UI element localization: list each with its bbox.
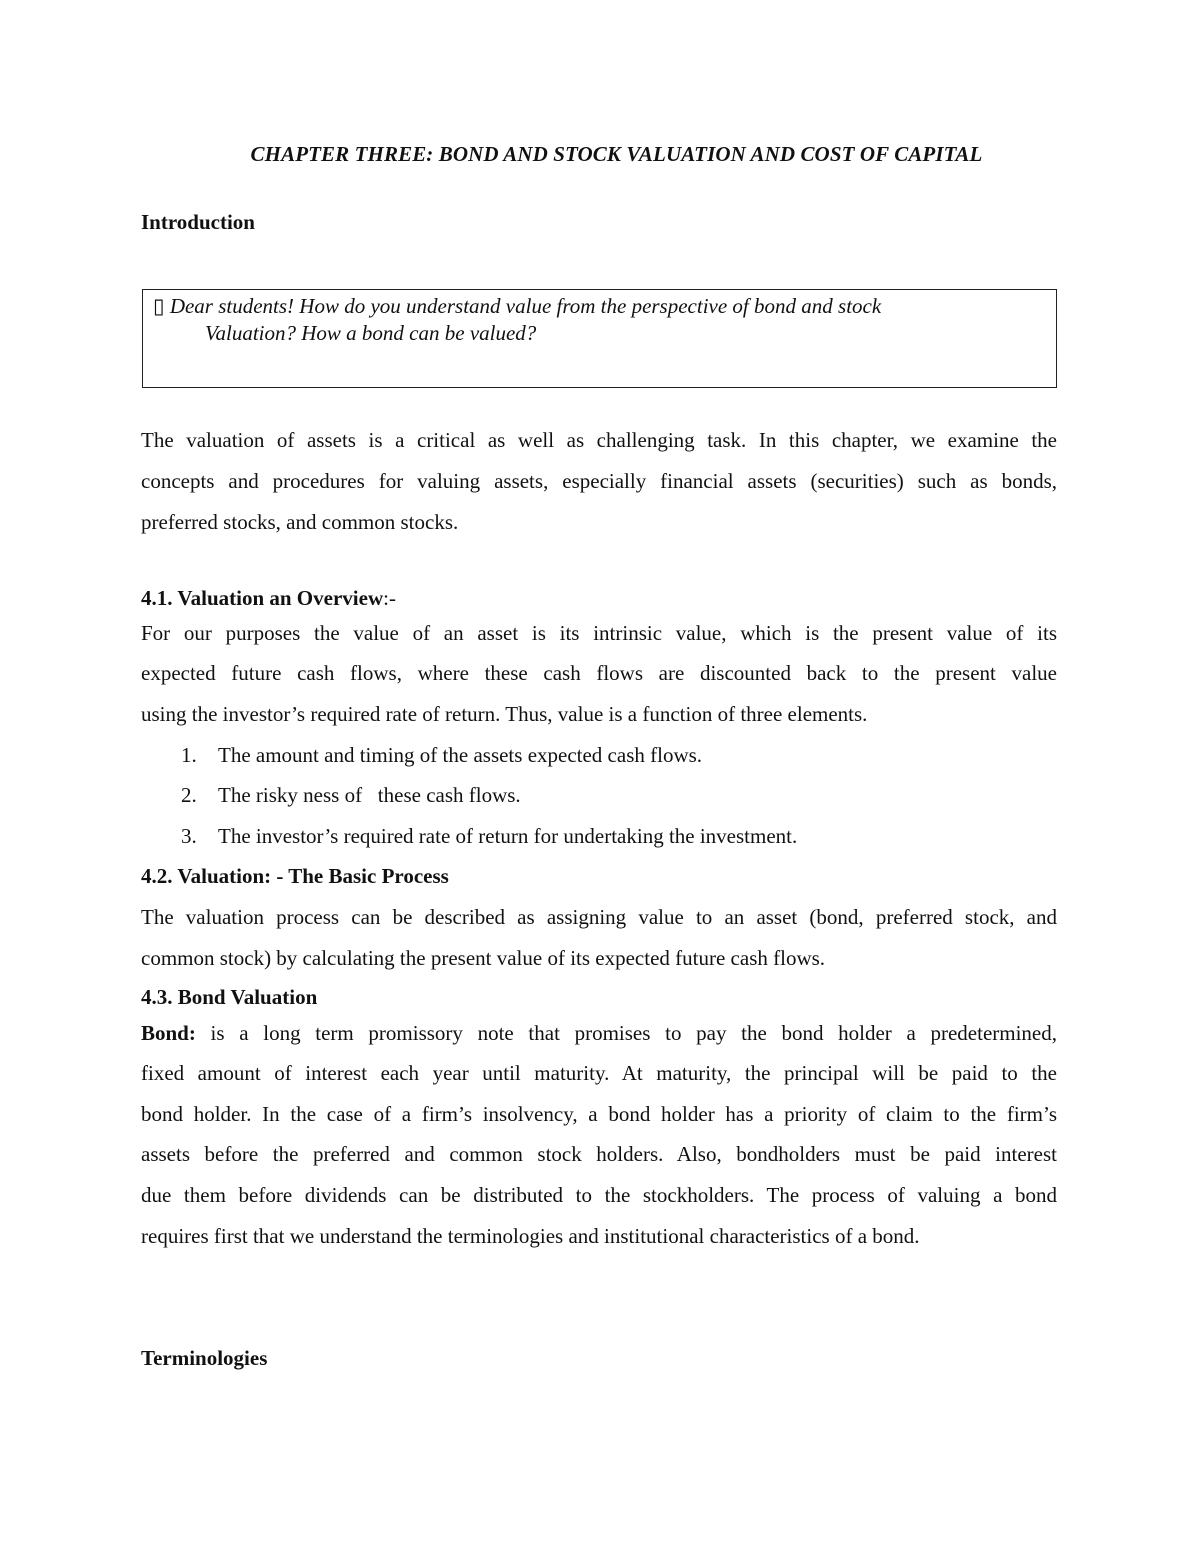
list-item: The amount and timing of the assets expected cash flows. <box>218 743 703 767</box>
section-4-2-paragraph-line: The valuation process can be described as assigning value to an asset (bond, preferred stock, and <box>141 905 1057 929</box>
section-4-1-paragraph-line: For our purposes the value of an asset is its intrinsic value, which is the present value of its <box>141 621 1057 645</box>
question-line-2: Valuation? How a bond can be valued? <box>205 321 537 345</box>
list-item: The investor’s required rate of return for undertaking the investment. <box>218 824 798 848</box>
section-4-3-paragraph-line: bond holder. In the case of a firm’s insolvency, a bond holder has a priority of claim to the firm’s <box>141 1102 1057 1126</box>
bond-term: Bond: <box>141 1021 196 1045</box>
section-4-1-heading: 4.1. Valuation an Overview:- <box>141 586 396 610</box>
introduction-heading: Introduction <box>141 210 255 234</box>
list-item-number: 2. <box>181 783 197 807</box>
list-item-number: 3. <box>181 824 197 848</box>
section-4-3-paragraph-line: requires first that we understand the terminologies and institutional characteristics of a bond. <box>141 1224 920 1248</box>
question-line-1: ▯ Dear students! How do you understand value from the perspective of bond and stock <box>153 294 882 318</box>
section-4-3-paragraph-line: due them before dividends can be distributed to the stockholders. The process of valuing a bond <box>141 1183 1057 1207</box>
section-4-1-paragraph-line: using the investor’s required rate of return. Thus, value is a function of three elements. <box>141 702 868 726</box>
section-4-2-heading: 4.2. Valuation: - The Basic Process <box>141 864 449 888</box>
question-box <box>142 289 1057 388</box>
section-4-3-paragraph-line: fixed amount of interest each year until maturity. At maturity, the principal will be paid to the <box>141 1061 1057 1085</box>
list-item-number: 1. <box>181 743 197 767</box>
intro-paragraph-line: concepts and procedures for valuing assets, especially financial assets (securities) such as bonds, <box>141 469 1057 493</box>
terminologies-heading: Terminologies <box>141 1346 268 1370</box>
section-4-3-paragraph-line: assets before the preferred and common stock holders. Also, bondholders must be paid interest <box>141 1142 1057 1166</box>
chapter-title: CHAPTER THREE: BOND AND STOCK VALUATION AND COST OF CAPITAL <box>250 142 983 166</box>
bullet-marker-icon: ▯ <box>153 294 165 318</box>
section-4-1-paragraph-line: expected future cash flows, where these cash flows are discounted back to the present value <box>141 661 1057 685</box>
list-item: The risky ness of these cash flows. <box>218 783 521 807</box>
section-4-3-heading: 4.3. Bond Valuation <box>141 985 318 1009</box>
intro-paragraph-line: preferred stocks, and common stocks. <box>141 510 459 534</box>
section-4-3-paragraph-line: Bond: is a long term promissory note that promises to pay the bond holder a predetermined, <box>141 1021 1057 1045</box>
section-4-2-paragraph-line: common stock) by calculating the present value of its expected future cash flows. <box>141 946 826 970</box>
intro-paragraph-line: The valuation of assets is a critical as well as challenging task. In this chapter, we examine the <box>141 428 1057 452</box>
